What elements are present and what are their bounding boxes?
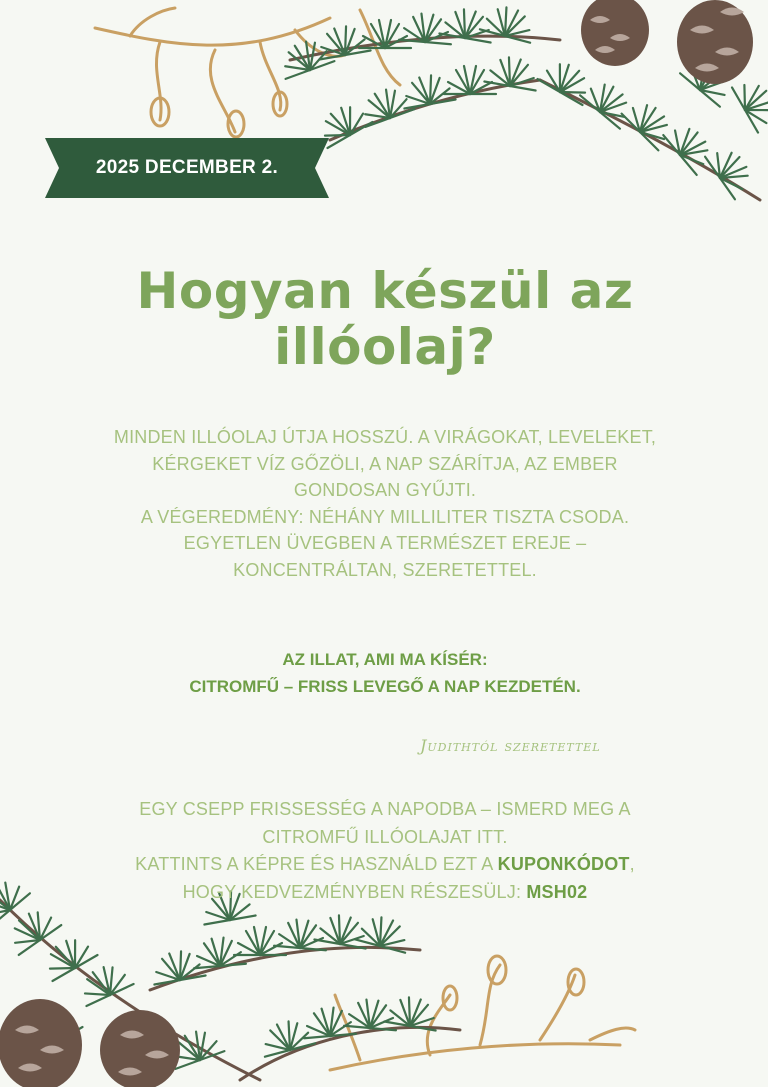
intro-line: KONCENTRÁLTAN, SZERETETTEL. <box>233 559 537 580</box>
scent-heading: AZ ILLAT, AMI MA KÍSÉR: <box>282 650 488 669</box>
intro-line: KÉRGEKET VÍZ GŐZÖLI, A NAP SZÁRÍTJA, AZ EMBER <box>152 453 618 474</box>
pinecone-icon <box>581 0 753 84</box>
scent-of-the-day <box>60 646 710 700</box>
pinecone-icon <box>0 999 180 1087</box>
signature: Judithtól szeretettel <box>420 736 601 755</box>
intro-line: MINDEN ILLÓOLAJ ÚTJA HOSSZÚ. A VIRÁGOKAT, LEVELEKET, <box>113 427 657 447</box>
promo-text: HOGY KEDVEZMÉNYBEN RÉSZESÜLJ: <box>182 881 527 902</box>
scent-name: CITROMFŰ – FRISS LEVEGŐ A NAP KEZDETÉN. <box>189 677 581 696</box>
promo-line: EGY CSEPP FRISSESSÉG A NAPODBA – ISMERD MEG A <box>139 799 631 819</box>
date-banner <box>45 138 329 198</box>
promo-text: , <box>629 854 635 874</box>
date-label: 2025 DECEMBER 2. <box>95 157 279 178</box>
intro-line: A VÉGEREDMÉNY: NÉHÁNY MILLILITER TISZTA CSODA. <box>140 506 630 527</box>
intro-paragraph <box>40 424 730 583</box>
promo-line: CITROMFŰ ILLÓOLAJAT ITT. <box>262 826 508 847</box>
gold-leaf-sprig-icon <box>95 8 400 137</box>
coupon-code: MSH02 <box>526 881 588 902</box>
intro-line: EGYETLEN ÜVEGBEN A TERMÉSZET EREJE – <box>183 533 587 553</box>
page-title <box>60 263 710 375</box>
title-line-1: Hogyan készül az <box>136 262 634 320</box>
promo-line-coupon <box>50 851 720 879</box>
promo-line-code <box>50 879 720 907</box>
promo-paragraph[interactable] <box>50 796 720 906</box>
pine-branch-icon <box>276 2 768 200</box>
promo-text: KATTINTS A KÉPRE ÉS HASZNÁLD EZT A <box>135 854 498 874</box>
gold-leaf-sprig-icon <box>330 956 635 1070</box>
title-line-2: illóolaj? <box>274 318 496 376</box>
intro-line: GONDOSAN GYŰJTI. <box>293 480 477 500</box>
coupon-label: KUPONKÓDOT <box>497 854 630 874</box>
